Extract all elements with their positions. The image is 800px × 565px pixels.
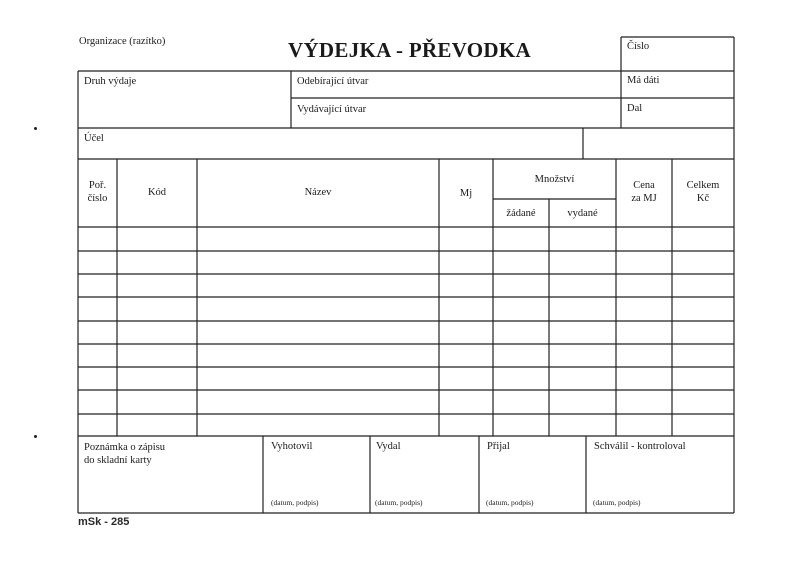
table-cell-unit[interactable] xyxy=(441,419,491,433)
approved-label: Schválil - kontroloval xyxy=(594,441,686,452)
table-cell-unit[interactable] xyxy=(441,372,491,387)
table-cell-code[interactable] xyxy=(119,349,195,364)
issued-sign-hint[interactable]: (datum, podpis) xyxy=(375,498,423,507)
table-cell-unit[interactable] xyxy=(441,395,491,411)
col-header-quantity: Množství xyxy=(534,174,575,185)
table-cell-unit[interactable] xyxy=(441,279,491,294)
table-cell-requested[interactable] xyxy=(495,349,547,364)
prepared-label: Vyhotovil xyxy=(271,441,313,452)
table-cell-code[interactable] xyxy=(119,419,195,433)
note-label-line1: Poznámka o zápisu xyxy=(84,442,166,453)
table-cell-total[interactable] xyxy=(674,326,732,341)
table-cell-issued[interactable] xyxy=(551,326,614,341)
table-cell-issued[interactable] xyxy=(551,349,614,364)
organization-label: Organizace (razítko) xyxy=(79,36,166,47)
col-header-total-line1: Celkem xyxy=(686,180,720,191)
table-cell-code[interactable] xyxy=(119,279,195,294)
table-cell-name[interactable] xyxy=(199,395,437,411)
table-cell-total[interactable] xyxy=(674,419,732,433)
table-cell-unit[interactable] xyxy=(441,326,491,341)
issuing-unit-field[interactable] xyxy=(297,104,366,115)
table-cell-code[interactable] xyxy=(119,256,195,271)
issue-type-label: Druh výdaje xyxy=(84,76,137,87)
prepared-sign-hint[interactable]: (datum, podpis) xyxy=(271,498,319,507)
table-cell-issued[interactable] xyxy=(551,232,614,248)
table-cell-unit-price[interactable] xyxy=(618,349,670,364)
col-header-total xyxy=(672,179,734,205)
table-cell-issued[interactable] xyxy=(551,279,614,294)
table-cell-name[interactable] xyxy=(199,279,437,294)
table-cell-seq[interactable] xyxy=(80,232,115,248)
table-cell-seq[interactable] xyxy=(80,419,115,433)
number-label: Číslo xyxy=(627,41,650,52)
table-cell-issued[interactable] xyxy=(551,302,614,318)
form-code: mSk - 285 xyxy=(78,516,130,528)
table-cell-code[interactable] xyxy=(119,302,195,318)
table-cell-issued[interactable] xyxy=(551,395,614,411)
col-header-seq-line1: Poř. xyxy=(88,180,107,191)
table-cell-name[interactable] xyxy=(199,302,437,318)
table-cell-seq[interactable] xyxy=(80,395,115,411)
table-cell-requested[interactable] xyxy=(495,256,547,271)
table-cell-name[interactable] xyxy=(199,372,437,387)
table-cell-requested[interactable] xyxy=(495,279,547,294)
receiving-unit-label: Odebírající útvar xyxy=(297,76,369,87)
table-cell-seq[interactable] xyxy=(80,349,115,364)
table-cell-seq[interactable] xyxy=(80,326,115,341)
table-cell-requested[interactable] xyxy=(495,302,547,318)
col-header-unit-price-line1: Cena xyxy=(633,180,655,191)
table-cell-unit-price[interactable] xyxy=(618,326,670,341)
table-cell-name[interactable] xyxy=(199,232,437,248)
table-cell-unit-price[interactable] xyxy=(618,372,670,387)
table-cell-code[interactable] xyxy=(119,395,195,411)
purpose-label: Účel xyxy=(84,133,104,144)
table-cell-total[interactable] xyxy=(674,395,732,411)
table-cell-unit-price[interactable] xyxy=(618,395,670,411)
table-cell-total[interactable] xyxy=(674,279,732,294)
table-cell-name[interactable] xyxy=(199,349,437,364)
table-cell-code[interactable] xyxy=(119,232,195,248)
table-cell-name[interactable] xyxy=(199,256,437,271)
table-cell-unit-price[interactable] xyxy=(618,232,670,248)
table-cell-issued[interactable] xyxy=(551,372,614,387)
table-cell-total[interactable] xyxy=(674,256,732,271)
col-header-requested: žádané xyxy=(506,208,536,219)
col-header-seq-line2: číslo xyxy=(87,193,108,204)
table-cell-unit[interactable] xyxy=(441,232,491,248)
note-label-line2: do skladní karty xyxy=(84,455,152,466)
table-cell-requested[interactable] xyxy=(495,372,547,387)
table-cell-seq[interactable] xyxy=(80,302,115,318)
col-header-name: Název xyxy=(304,187,332,198)
table-cell-unit[interactable] xyxy=(441,302,491,318)
table-cell-name[interactable] xyxy=(199,419,437,433)
issue-type-field[interactable] xyxy=(84,76,136,87)
table-cell-issued[interactable] xyxy=(551,256,614,271)
table-cell-seq[interactable] xyxy=(80,372,115,387)
col-header-issued: vydané xyxy=(567,208,598,219)
received-sign-hint[interactable]: (datum, podpis) xyxy=(486,498,534,507)
col-header-total-line2: Kč xyxy=(696,193,710,204)
table-cell-unit[interactable] xyxy=(441,349,491,364)
col-header-code: Kód xyxy=(147,187,167,198)
table-cell-seq[interactable] xyxy=(80,279,115,294)
purpose-field[interactable] xyxy=(84,133,104,144)
col-header-unit-price-line2: za MJ xyxy=(631,193,657,204)
received-label: Přijal xyxy=(487,441,510,452)
table-cell-name[interactable] xyxy=(199,326,437,341)
table-cell-requested[interactable] xyxy=(495,395,547,411)
form-title: VÝDEJKA - PŘEVODKA xyxy=(288,38,531,62)
table-cell-unit-price[interactable] xyxy=(618,419,670,433)
receiving-unit-field[interactable] xyxy=(297,76,368,87)
number-field[interactable] xyxy=(627,41,649,52)
table-cell-total[interactable] xyxy=(674,302,732,318)
table-cell-issued[interactable] xyxy=(551,419,614,433)
table-cell-requested[interactable] xyxy=(495,419,547,433)
col-header-unit: Mj xyxy=(459,188,473,199)
credit-field[interactable] xyxy=(627,103,642,114)
table-cell-unit-price[interactable] xyxy=(618,256,670,271)
table-cell-requested[interactable] xyxy=(495,232,547,248)
debit-label: Má dáti xyxy=(627,75,660,86)
credit-label: Dal xyxy=(627,103,643,114)
table-cell-total[interactable] xyxy=(674,372,732,387)
note-field[interactable] xyxy=(84,441,165,467)
approved-sign-hint[interactable]: (datum, podpis) xyxy=(593,498,641,507)
table-cell-total[interactable] xyxy=(674,232,732,248)
table-cell-total[interactable] xyxy=(674,349,732,364)
issuing-unit-label: Vydávající útvar xyxy=(297,104,367,115)
table-cell-unit-price[interactable] xyxy=(618,302,670,318)
table-cell-code[interactable] xyxy=(119,372,195,387)
table-cell-unit[interactable] xyxy=(441,256,491,271)
table-cell-seq[interactable] xyxy=(80,256,115,271)
col-header-seq xyxy=(78,179,117,205)
table-cell-unit-price[interactable] xyxy=(618,279,670,294)
table-cell-requested[interactable] xyxy=(495,326,547,341)
col-header-unit-price xyxy=(616,179,672,205)
debit-field[interactable] xyxy=(627,75,659,86)
issued-label: Vydal xyxy=(376,441,401,452)
table-cell-code[interactable] xyxy=(119,326,195,341)
